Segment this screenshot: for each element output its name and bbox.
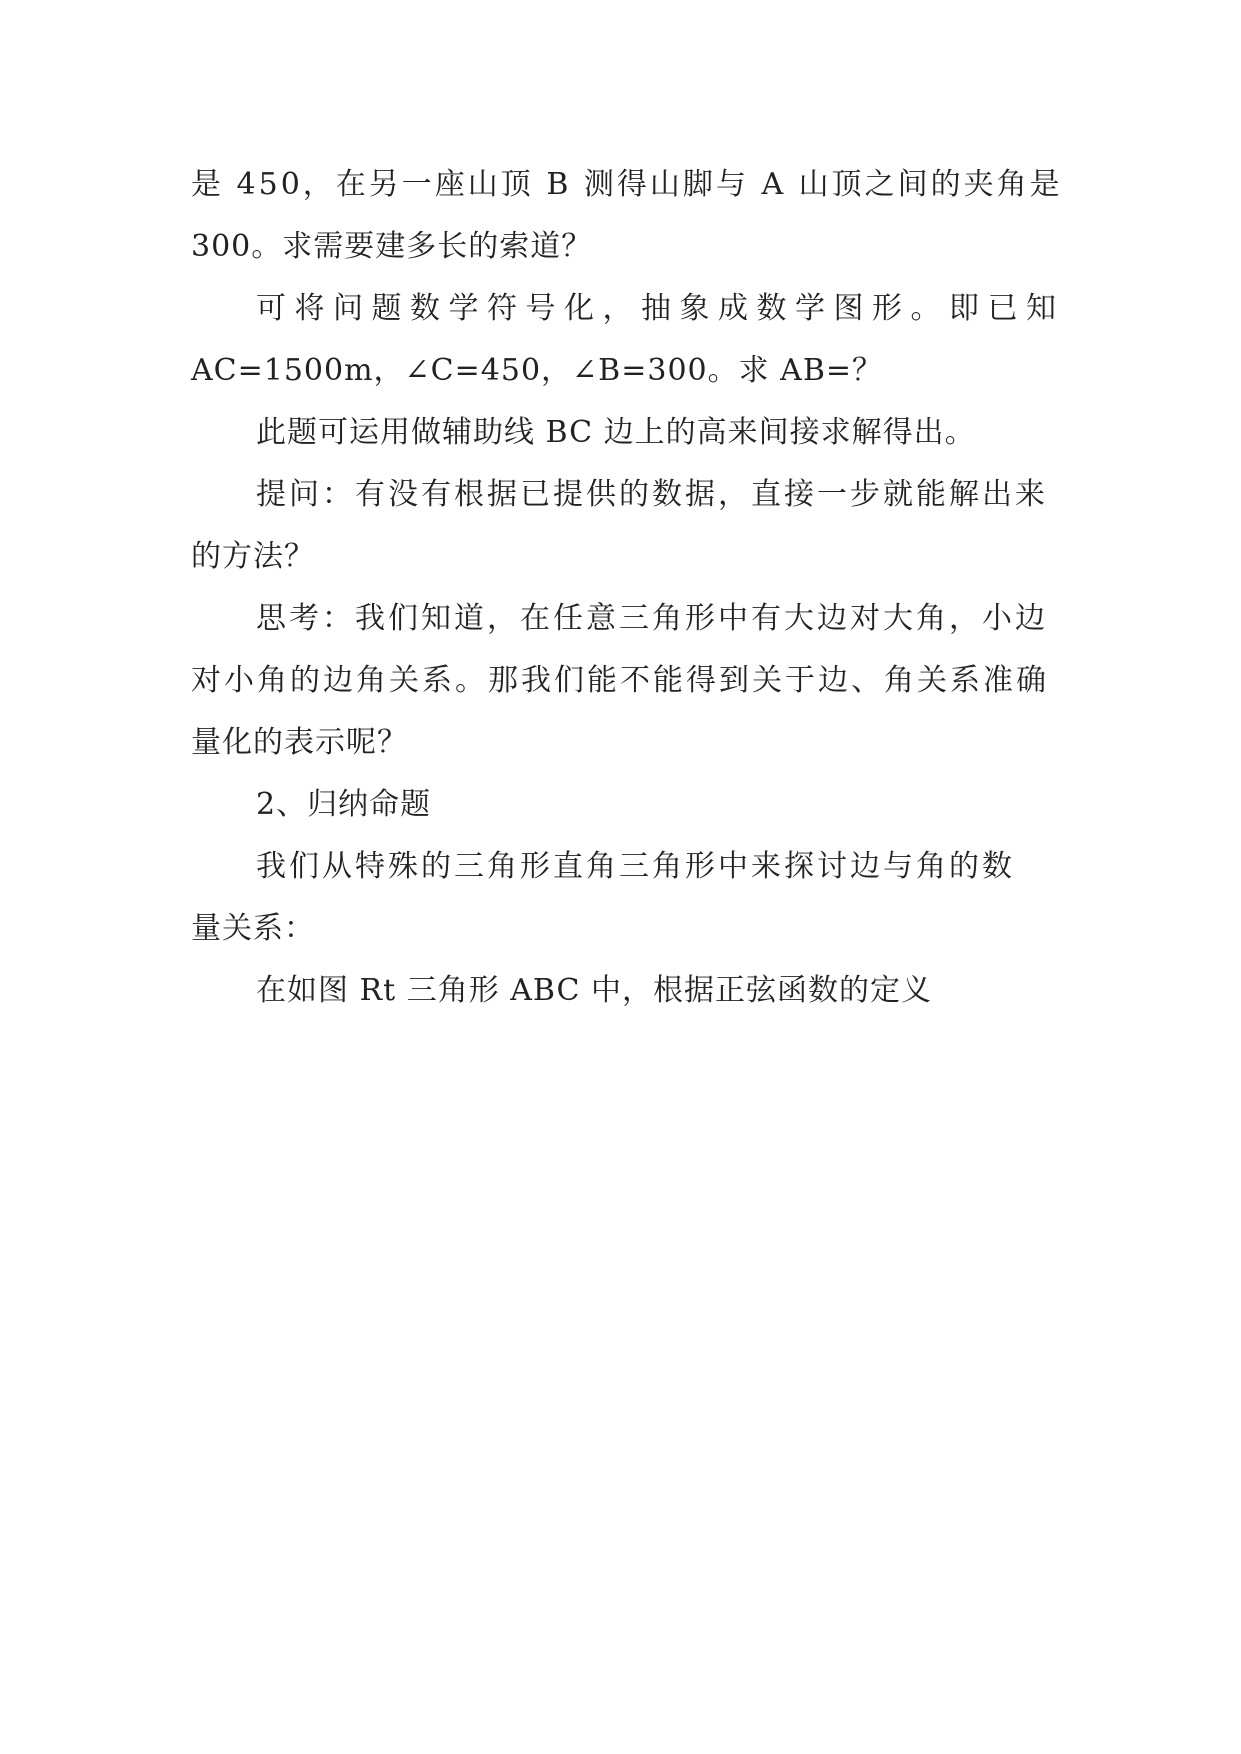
text-line: 300。求需要建多长的索道？ — [191, 229, 593, 264]
text-line: 量关系： — [191, 911, 315, 946]
text-line: 提问：有没有根据已提供的数据，直接一步就能解出来 — [256, 477, 1048, 512]
text-line: 对小角的边角关系。那我们能不能得到关于边、角关系准确 — [191, 663, 1049, 698]
text-line: 在如图 Rt 三角形 ABC 中，根据正弦函数的定义 — [256, 973, 933, 1008]
section-heading: 2、归纳命题 — [256, 787, 432, 822]
text-line: 量化的表示呢？ — [191, 725, 408, 760]
text-line: 思考：我们知道，在任意三角形中有大边对大角，小边 — [256, 601, 1048, 636]
text-line: 我们从特殊的三角形直角三角形中来探讨边与角的数 — [256, 849, 1015, 884]
text-line: 是 450，在另一座山顶 B 测得山脚与 A 山顶之间的夹角是 — [191, 167, 1063, 202]
text-line: 的方法？ — [191, 539, 315, 574]
text-line: 此题可运用做辅助线 BC 边上的高来间接求解得出。 — [256, 415, 976, 450]
text-line: 可将问题数学符号化，抽象成数学图形。即已知 — [256, 291, 1065, 326]
text-line: AC=1500m，∠C=450，∠B=300。求 AB=？ — [191, 353, 884, 388]
